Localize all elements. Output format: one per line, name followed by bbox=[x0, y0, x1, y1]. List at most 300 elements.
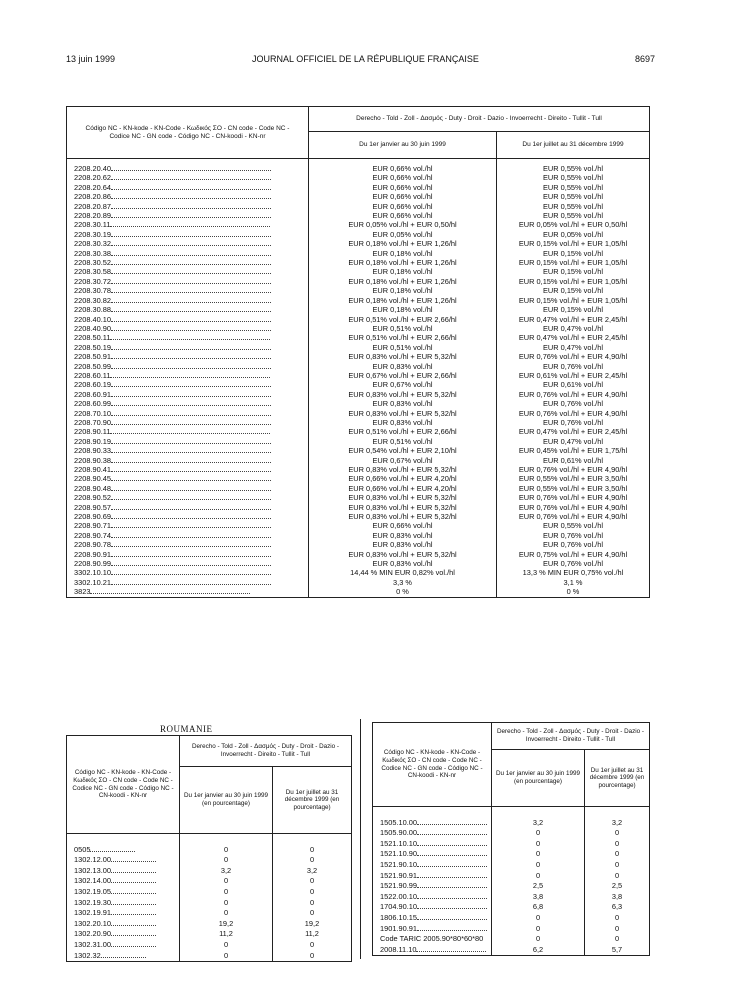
duty-period1: EUR 0,18% vol./hl + EUR 1,26/hl bbox=[348, 295, 457, 305]
duty-cell bbox=[585, 924, 650, 935]
tariff-code: 2208.30.82 bbox=[74, 295, 111, 305]
duty-period1: EUR 0,83% vol./hl bbox=[372, 417, 433, 427]
duty-cell bbox=[497, 465, 650, 474]
table-row bbox=[373, 881, 650, 892]
leader-dots bbox=[111, 286, 271, 293]
duty-cell bbox=[309, 390, 497, 399]
tariff-code: 2208.20.64 bbox=[74, 182, 111, 192]
code-cell bbox=[67, 173, 309, 182]
duty-cell bbox=[273, 919, 352, 930]
tariff-code: 2208.60.99 bbox=[74, 399, 111, 409]
code-cell bbox=[67, 919, 180, 930]
duty-period1: EUR 0,67% vol./hl + EUR 2,66/hl bbox=[348, 370, 457, 380]
duty-cell bbox=[497, 324, 650, 333]
duty-period1: EUR 0,83% vol./hl + EUR 5,32/hl bbox=[348, 389, 457, 399]
leader-dots bbox=[111, 164, 271, 171]
duty-cell bbox=[309, 521, 497, 530]
table-row bbox=[373, 934, 650, 945]
duty-cell bbox=[309, 587, 497, 597]
duty-period1: 0 bbox=[535, 838, 541, 848]
leader-dots bbox=[111, 352, 271, 359]
leader-dots bbox=[417, 881, 487, 888]
duty-cell bbox=[273, 866, 352, 877]
leader-dots bbox=[111, 855, 156, 862]
duty-cell bbox=[497, 427, 650, 436]
leader-dots bbox=[111, 887, 156, 894]
leader-dots bbox=[417, 860, 487, 867]
duty-cell bbox=[492, 849, 585, 860]
duty-period2: 13,3 % MIN EUR 0,75% vol./hl bbox=[522, 568, 624, 578]
tariff-code: 2208.90.69 bbox=[74, 512, 111, 522]
table-row bbox=[67, 908, 352, 919]
duty-cell bbox=[309, 211, 497, 220]
duty-cell bbox=[492, 839, 585, 850]
duty-period1: EUR 0,05% vol./hl + EUR 0,50/hl bbox=[348, 220, 457, 230]
duty-cell bbox=[180, 908, 273, 919]
leader-dots bbox=[111, 315, 271, 322]
duty-period1: EUR 0,83% vol./hl + EUR 5,32/hl bbox=[348, 493, 457, 503]
table-row bbox=[373, 839, 650, 850]
code-cell bbox=[67, 578, 309, 587]
duty-period2: EUR 0,47% vol./hl + EUR 2,45/hl bbox=[518, 314, 628, 324]
duty-cell bbox=[309, 409, 497, 418]
tariff-code: 2208.70.10 bbox=[74, 408, 111, 418]
tariff-code: 2008.11.10 bbox=[380, 944, 417, 954]
leader-dots bbox=[111, 343, 271, 350]
leader-dots bbox=[111, 296, 271, 303]
duty-period2: EUR 0,76% vol./hl bbox=[543, 361, 603, 371]
duty-period1: 0 bbox=[223, 855, 229, 865]
duty-period2: EUR 0,15% vol./hl + EUR 1,05/hl bbox=[518, 239, 628, 249]
duty-period2: EUR 0,76% vol./hl + EUR 4,90/hl bbox=[518, 465, 628, 474]
code-cell bbox=[67, 230, 309, 239]
duty-cell bbox=[492, 881, 585, 892]
rt-col-header-period2: Du 1er juillet au 31 décembre 1999 (en pourcentage) bbox=[585, 750, 650, 807]
duty-cell bbox=[585, 849, 650, 860]
table-row bbox=[67, 474, 650, 483]
duty-cell bbox=[497, 390, 650, 399]
duty-period1: 6,8 bbox=[532, 902, 544, 912]
duty-period2: 0 bbox=[309, 844, 315, 854]
roumanie-table-body bbox=[67, 834, 352, 962]
tariff-code: 1302.19.91 bbox=[74, 908, 111, 918]
duty-cell bbox=[309, 550, 497, 559]
code-cell bbox=[373, 849, 492, 860]
table-row bbox=[67, 362, 650, 371]
duty-cell bbox=[492, 892, 585, 903]
duty-period2: 0 bbox=[614, 859, 620, 869]
roumanie-table bbox=[66, 735, 352, 962]
duty-period2: 0 bbox=[309, 855, 315, 865]
table-row bbox=[67, 305, 650, 314]
duty-cell bbox=[497, 399, 650, 408]
duty-cell bbox=[497, 305, 650, 314]
duty-period2: 11,2 bbox=[305, 929, 319, 939]
duty-period2: 2,5 bbox=[611, 881, 623, 891]
page-number: 8697 bbox=[634, 54, 655, 64]
col-header-period2: Du 1er juillet au 31 décembre 1999 bbox=[497, 132, 650, 159]
duty-period1: EUR 0,83% vol./hl bbox=[372, 530, 433, 540]
duty-cell bbox=[309, 484, 497, 493]
leader-dots bbox=[111, 898, 156, 905]
tariff-code: 1505.90.00 bbox=[380, 828, 417, 838]
code-cell bbox=[67, 352, 309, 361]
table-row bbox=[67, 183, 650, 192]
tariff-code: 2208.40.10 bbox=[74, 314, 111, 324]
code-cell bbox=[373, 818, 492, 829]
duty-period1: EUR 0,66% vol./hl + EUR 4,20/hl bbox=[348, 483, 457, 493]
code-cell bbox=[67, 380, 309, 389]
tariff-code: 1302.32 bbox=[74, 950, 101, 960]
duty-period2: EUR 0,05% vol./hl + EUR 0,50/hl bbox=[518, 220, 628, 230]
code-cell bbox=[67, 220, 309, 229]
duty-period1: EUR 0,66% vol./hl bbox=[372, 211, 433, 221]
leader-dots bbox=[111, 446, 271, 453]
table-row bbox=[67, 249, 650, 258]
leader-dots bbox=[416, 945, 486, 952]
code-cell bbox=[373, 913, 492, 924]
tariff-code: 1302.20.90 bbox=[74, 929, 111, 939]
code-cell bbox=[67, 908, 180, 919]
duty-period2: 0 bbox=[614, 870, 620, 880]
leader-dots bbox=[111, 474, 271, 481]
duty-period1: EUR 0,83% vol./hl + EUR 5,32/hl bbox=[348, 408, 457, 418]
duty-cell bbox=[497, 484, 650, 493]
duty-period1: 3,2 bbox=[532, 817, 544, 827]
duty-period2: EUR 0,15% vol./hl bbox=[543, 286, 603, 296]
duty-period2: EUR 0,76% vol./hl bbox=[543, 559, 603, 569]
tariff-code: 2208.30.78 bbox=[74, 286, 111, 296]
roumanie-caption: ROUMANIE bbox=[160, 724, 213, 734]
tariff-code: 1521.90.10 bbox=[380, 859, 417, 869]
duty-period1: 14,44 % MIN EUR 0,82% vol./hl bbox=[350, 568, 455, 578]
table-row bbox=[67, 220, 650, 229]
duty-cell bbox=[497, 249, 650, 258]
code-cell bbox=[67, 427, 309, 436]
duty-cell bbox=[497, 362, 650, 371]
tariff-code: 2208.90.57 bbox=[74, 502, 111, 512]
duty-period1: EUR 0,51% vol./hl bbox=[372, 342, 433, 352]
leader-dots bbox=[111, 267, 271, 274]
leader-dots bbox=[111, 362, 271, 369]
duty-cell bbox=[309, 333, 497, 342]
ro-col-header-duty: Derecho - Told - Zoll - Δασμός - Duty - Droit - Dazio - Invoerrecht - Direito - Tullit - Tull bbox=[180, 736, 352, 767]
table-row bbox=[373, 828, 650, 839]
leader-dots bbox=[111, 249, 271, 256]
duty-period1: EUR 0,67% vol./hl bbox=[372, 380, 433, 390]
duty-period2: EUR 0,61% vol./hl + EUR 2,45/hl bbox=[518, 370, 628, 380]
duty-cell bbox=[309, 540, 497, 549]
duty-period2: EUR 0,47% vol./hl + EUR 2,45/hl bbox=[518, 427, 628, 437]
leader-dots bbox=[111, 578, 271, 585]
tariff-code: 2208.90.33 bbox=[74, 446, 111, 456]
duty-period1: EUR 0,83% vol./hl + EUR 5,32/hl bbox=[348, 465, 457, 474]
leader-dots bbox=[111, 437, 271, 444]
duty-cell bbox=[309, 343, 497, 352]
duty-cell bbox=[497, 371, 650, 380]
duty-cell bbox=[492, 934, 585, 945]
table-row bbox=[67, 239, 650, 248]
table-row bbox=[67, 550, 650, 559]
tariff-code: 2208.70.90 bbox=[74, 417, 111, 427]
leader-dots bbox=[111, 418, 271, 425]
right-tariff-table bbox=[372, 722, 650, 956]
duty-period2: 0 bbox=[614, 838, 620, 848]
duty-period2: EUR 0,55% vol./hl bbox=[543, 164, 603, 173]
duty-period2: EUR 0,15% vol./hl bbox=[543, 305, 603, 315]
leader-dots bbox=[417, 924, 487, 931]
code-cell bbox=[67, 202, 309, 211]
duty-cell bbox=[273, 940, 352, 951]
tariff-code: 2208.50.99 bbox=[74, 361, 111, 371]
duty-period2: 0 bbox=[614, 934, 620, 944]
duty-period2: EUR 0,55% vol./hl bbox=[543, 192, 603, 202]
duty-period1: 0 bbox=[535, 828, 541, 838]
duty-period1: 3,8 bbox=[532, 891, 544, 901]
duty-cell bbox=[585, 934, 650, 945]
code-cell bbox=[67, 540, 309, 549]
code-cell bbox=[67, 211, 309, 220]
leader-dots bbox=[111, 493, 271, 500]
duty-cell bbox=[497, 578, 650, 587]
tariff-code: 1522.00.10 bbox=[380, 891, 417, 901]
table-row bbox=[67, 437, 650, 446]
table-row bbox=[67, 286, 650, 295]
tariff-code: 1302.14.00 bbox=[74, 876, 111, 886]
duty-cell bbox=[273, 908, 352, 919]
leader-dots bbox=[111, 550, 271, 557]
duty-cell bbox=[309, 503, 497, 512]
duty-period2: EUR 0,75% vol./hl + EUR 4,90/hl bbox=[518, 549, 628, 559]
code-cell bbox=[67, 587, 309, 597]
table-row bbox=[373, 871, 650, 882]
code-cell bbox=[67, 333, 309, 342]
duty-cell bbox=[309, 380, 497, 389]
duty-cell bbox=[180, 887, 273, 898]
leader-dots bbox=[90, 587, 250, 594]
duty-cell bbox=[492, 945, 585, 956]
tariff-code: 2208.90.41 bbox=[74, 465, 111, 474]
tariff-code: 2208.50.11 bbox=[74, 333, 111, 343]
tariff-code: 3823 bbox=[74, 587, 91, 597]
duty-period2: EUR 0,61% vol./hl bbox=[543, 380, 603, 390]
duty-period1: 0 bbox=[535, 923, 541, 933]
tariff-code: 1521.10.90 bbox=[380, 849, 417, 859]
code-cell bbox=[67, 258, 309, 267]
duty-cell bbox=[309, 173, 497, 182]
table-row bbox=[67, 277, 650, 286]
duty-period1: EUR 0,18% vol./hl bbox=[372, 286, 433, 296]
duty-period1: 19,2 bbox=[218, 918, 234, 928]
tariff-code: 2208.20.40 bbox=[74, 164, 111, 173]
code-cell bbox=[67, 845, 180, 856]
leader-dots bbox=[417, 839, 487, 846]
duty-cell bbox=[273, 929, 352, 940]
table-row bbox=[67, 578, 650, 587]
duty-cell bbox=[309, 559, 497, 568]
code-cell bbox=[67, 951, 180, 962]
code-cell bbox=[67, 456, 309, 465]
duty-period2: 0 bbox=[309, 908, 315, 918]
duty-cell bbox=[497, 211, 650, 220]
table-row bbox=[373, 860, 650, 871]
tariff-code: 2208.90.99 bbox=[74, 559, 111, 569]
code-cell bbox=[67, 465, 309, 474]
col-header-code: Código NC - KN-kode - KN-Code - Κωδικός ΣΟ - CN code - Code NC - Codice NC - GN code - Código NC - CN-koodi - KN-nr bbox=[67, 107, 309, 159]
tariff-code: 2208.30.72 bbox=[74, 276, 111, 286]
table-row bbox=[67, 343, 650, 352]
duty-cell bbox=[309, 249, 497, 258]
table-row bbox=[67, 390, 650, 399]
code-cell bbox=[67, 362, 309, 371]
duty-period1: EUR 0,66% vol./hl bbox=[372, 173, 433, 183]
code-cell bbox=[67, 324, 309, 333]
table-row bbox=[67, 371, 650, 380]
table-row bbox=[67, 173, 650, 182]
table-row bbox=[67, 296, 650, 305]
tariff-code: 1505.10.00 bbox=[380, 817, 417, 827]
table-row bbox=[67, 164, 650, 173]
duty-period1: 0 bbox=[223, 950, 229, 960]
duty-period1: 0 bbox=[223, 908, 229, 918]
duty-period2: EUR 0,55% vol./hl bbox=[543, 173, 603, 183]
table-row bbox=[67, 493, 650, 502]
duty-period1: 11,2 bbox=[219, 929, 233, 939]
leader-dots bbox=[417, 849, 487, 856]
tariff-code: 2208.30.38 bbox=[74, 248, 111, 258]
table-row bbox=[373, 924, 650, 935]
code-cell bbox=[373, 902, 492, 913]
duty-period1: EUR 0,51% vol./hl + EUR 2,66/hl bbox=[348, 427, 457, 437]
duty-period2: EUR 0,05% vol./hl bbox=[543, 229, 603, 239]
code-cell bbox=[67, 249, 309, 258]
leader-dots bbox=[110, 220, 270, 227]
code-cell bbox=[67, 887, 180, 898]
leader-dots bbox=[417, 892, 487, 899]
tariff-code: 1521.90.99 bbox=[380, 881, 417, 891]
duty-cell bbox=[497, 531, 650, 540]
table-row bbox=[67, 521, 650, 530]
leader-dots bbox=[111, 192, 271, 199]
code-cell bbox=[67, 493, 309, 502]
duty-period2: 0 bbox=[309, 897, 315, 907]
leader-dots bbox=[110, 371, 270, 378]
duty-period2: EUR 0,55% vol./hl bbox=[543, 211, 603, 221]
duty-cell bbox=[497, 437, 650, 446]
duty-cell bbox=[309, 286, 497, 295]
duty-cell bbox=[309, 512, 497, 521]
table-row bbox=[67, 898, 352, 909]
duty-cell bbox=[585, 860, 650, 871]
duty-period2: EUR 0,76% vol./hl bbox=[543, 399, 603, 409]
leader-dots bbox=[90, 845, 135, 852]
ro-col-header-code: Código NC - KN-kode - KN-Code - Κωδικός ΣΟ - CN code - Code NC - Codice NC - GN code - Código NC - CN-koodi - KN-nr bbox=[67, 736, 180, 834]
duty-period2: 3,2 bbox=[611, 817, 623, 827]
duty-cell bbox=[309, 474, 497, 483]
duty-period1: EUR 0,54% vol./hl + EUR 2,10/hl bbox=[348, 446, 457, 456]
code-cell bbox=[67, 521, 309, 530]
table-row bbox=[67, 503, 650, 512]
tariff-code: 2208.20.87 bbox=[74, 201, 111, 211]
leader-dots bbox=[417, 871, 487, 878]
tariff-code: 2208.30.11 bbox=[74, 220, 111, 230]
duty-period1: EUR 0,83% vol./hl bbox=[372, 540, 433, 550]
tariff-code: 2208.30.52 bbox=[74, 258, 111, 268]
leader-dots bbox=[111, 324, 271, 331]
duty-period2: 6,3 bbox=[611, 902, 623, 912]
table-row bbox=[67, 568, 650, 577]
table-row bbox=[67, 887, 352, 898]
duty-period1: 3,3 % bbox=[393, 577, 412, 587]
tariff-code: 2208.40.90 bbox=[74, 323, 111, 333]
duty-cell bbox=[497, 352, 650, 361]
tariff-code: 0505 bbox=[74, 844, 91, 854]
tariff-code: 1302.12.00 bbox=[74, 855, 111, 865]
duty-cell bbox=[492, 902, 585, 913]
duty-period2: EUR 0,55% vol./hl + EUR 3,50/hl bbox=[518, 474, 628, 484]
leader-dots bbox=[417, 818, 487, 825]
tariff-code: 1302.20.10 bbox=[74, 918, 111, 928]
code-cell bbox=[373, 860, 492, 871]
tariff-code: 2208.20.86 bbox=[74, 192, 111, 202]
duty-cell bbox=[497, 587, 650, 597]
duty-cell bbox=[273, 887, 352, 898]
code-cell bbox=[373, 839, 492, 850]
duty-period1: EUR 0,51% vol./hl bbox=[372, 436, 433, 446]
code-cell bbox=[373, 934, 492, 945]
code-cell bbox=[67, 503, 309, 512]
duty-period2: 0 bbox=[309, 886, 315, 896]
journal-title: JOURNAL OFFICIEL DE LA RÉPUBLIQUE FRANÇAISE bbox=[252, 54, 479, 64]
duty-cell bbox=[497, 202, 650, 211]
tariff-code: 2208.20.89 bbox=[74, 211, 111, 221]
tariff-code: 2208.30.19 bbox=[74, 229, 111, 239]
code-cell bbox=[373, 892, 492, 903]
table-row bbox=[67, 540, 650, 549]
duty-period1: EUR 0,18% vol./hl bbox=[372, 248, 433, 258]
leader-dots bbox=[110, 333, 270, 340]
leader-dots bbox=[111, 929, 156, 936]
duty-period2: EUR 0,76% vol./hl bbox=[543, 530, 603, 540]
code-cell bbox=[67, 409, 309, 418]
duty-cell bbox=[497, 164, 650, 173]
code-cell bbox=[67, 559, 309, 568]
table-row bbox=[67, 940, 352, 951]
duty-cell bbox=[497, 173, 650, 182]
duty-cell bbox=[309, 456, 497, 465]
table-row bbox=[67, 559, 650, 568]
duty-period1: 0 bbox=[223, 876, 229, 886]
duty-period2: EUR 0,47% vol./hl bbox=[543, 436, 603, 446]
duty-cell bbox=[585, 902, 650, 913]
duty-period2: EUR 0,55% vol./hl bbox=[543, 201, 603, 211]
duty-period1: EUR 0,51% vol./hl + EUR 2,66/hl bbox=[348, 314, 457, 324]
ro-col-header-period2: Du 1er juillet au 31 décembre 1999 (en pourcentage) bbox=[273, 767, 352, 834]
duty-cell bbox=[585, 818, 650, 829]
duty-cell bbox=[309, 258, 497, 267]
duty-cell bbox=[180, 898, 273, 909]
duty-period1: 0 bbox=[223, 886, 229, 896]
duty-period2: 0 bbox=[309, 939, 315, 949]
code-cell bbox=[67, 550, 309, 559]
duty-cell bbox=[309, 230, 497, 239]
code-cell bbox=[67, 866, 180, 877]
duty-cell bbox=[309, 352, 497, 361]
leader-dots bbox=[111, 277, 271, 284]
code-cell bbox=[67, 390, 309, 399]
leader-dots bbox=[101, 951, 146, 958]
duty-cell bbox=[585, 881, 650, 892]
